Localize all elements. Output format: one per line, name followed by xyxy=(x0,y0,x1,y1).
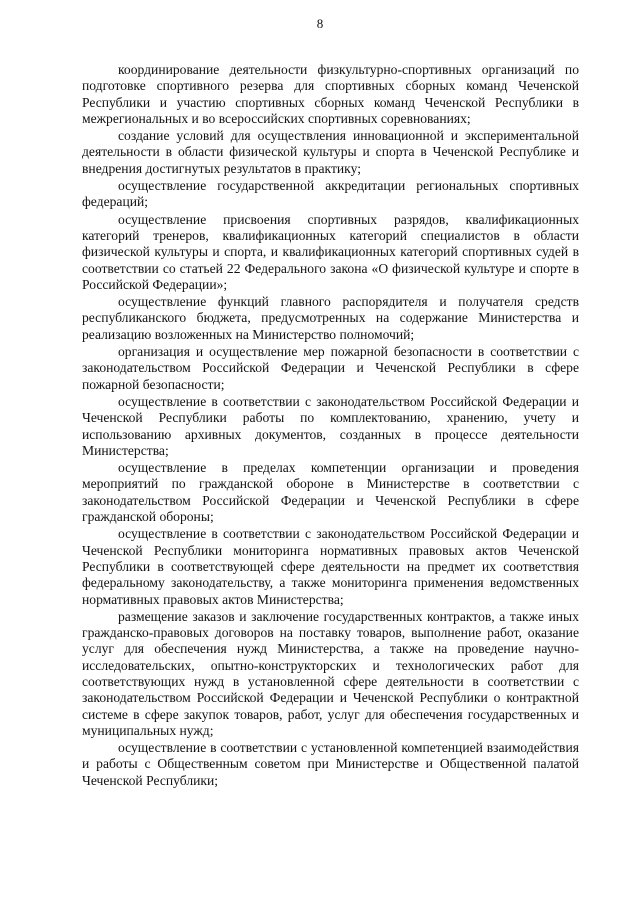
paragraph: организация и осуществление мер пожарной безопасности в соответствии с законодательством Российской Федерации и Чеченской Республики в сфере пожарной безопасности; xyxy=(82,344,579,392)
paragraph: осуществление государственной аккредитации региональных спортивных федераций; xyxy=(82,178,579,210)
paragraph: координирование деятельности физкультурно-спортивных организаций по подготовке спортивного резерва для спортивных сборных команд Чеченской Республики и участию спортивных сборных команд Чеченской Республики в межрегиональных и во всероссийских спортивных соревнованиях; xyxy=(82,62,579,126)
paragraph: осуществление в соответствии с законодательством Российской Федерации и Чеченской Республики работы по комплектованию, хранению, учету и использованию архивных документов, созданных в процессе деятельности Министерства; xyxy=(82,393,579,458)
paragraph: осуществление присвоения спортивных разрядов, квалификационных категорий тренеров, квалификационных категорий специалистов в области физической культуры и спорта, и квалификационных категорий спортивных судей в соответствии со статьей 22 Федерального закона «О физической культуре и спорте в Российской Федерации»; xyxy=(82,211,579,292)
paragraph: размещение заказов и заключение государственных контрактов, а также иных гражданско-правовых договоров на поставку товаров, выполнение работ, оказание услуг для обеспечения нужд Министерства, а также на проведение научно-исследовательских, опытно-конструкторских и технологических работ для соответствующих нужд в установленной сфере деятельности в соответствии с законодательством Российской Федерации и Чеченской Республики о контрактной системе в сфере закупок товаров, работ, услуг для обеспечения государственных и муниципальных нужд; xyxy=(82,608,579,738)
paragraph: создание условий для осуществления инновационной и экспериментальной деятельности в области физической культуры и спорта в Чеченской Республике и внедрения достигнутых результатов в практику; xyxy=(82,128,579,176)
document-body xyxy=(82,62,579,790)
paragraph: осуществление в пределах компетенции организации и проведения мероприятий по гражданской обороне в Министерстве в соответствии с законодательством Российской Федерации и Чеченской Республики в сфере гражданской обороны; xyxy=(82,460,579,525)
paragraph: осуществление в соответствии с законодательством Российской Федерации и Чеченской Республики мониторинга нормативных правовых актов Чеченской Республики в соответствующей сфере деятельности на предмет их соответствия федеральному законодательству, а также мониторинга применения ведомственных нормативных правовых актов Министерства; xyxy=(82,526,579,607)
paragraph: осуществление в соответствии с установленной компетенцией взаимодействия и работы с Общественным советом при Министерстве и Общественной палатой Чеченской Республики; xyxy=(82,740,579,788)
paragraph: осуществление функций главного распорядителя и получателя средств республиканского бюджета, предусмотренных на содержание Министерства и реализацию возложенных на Министерство полномочий; xyxy=(82,294,579,342)
page-number: 8 xyxy=(316,16,324,31)
